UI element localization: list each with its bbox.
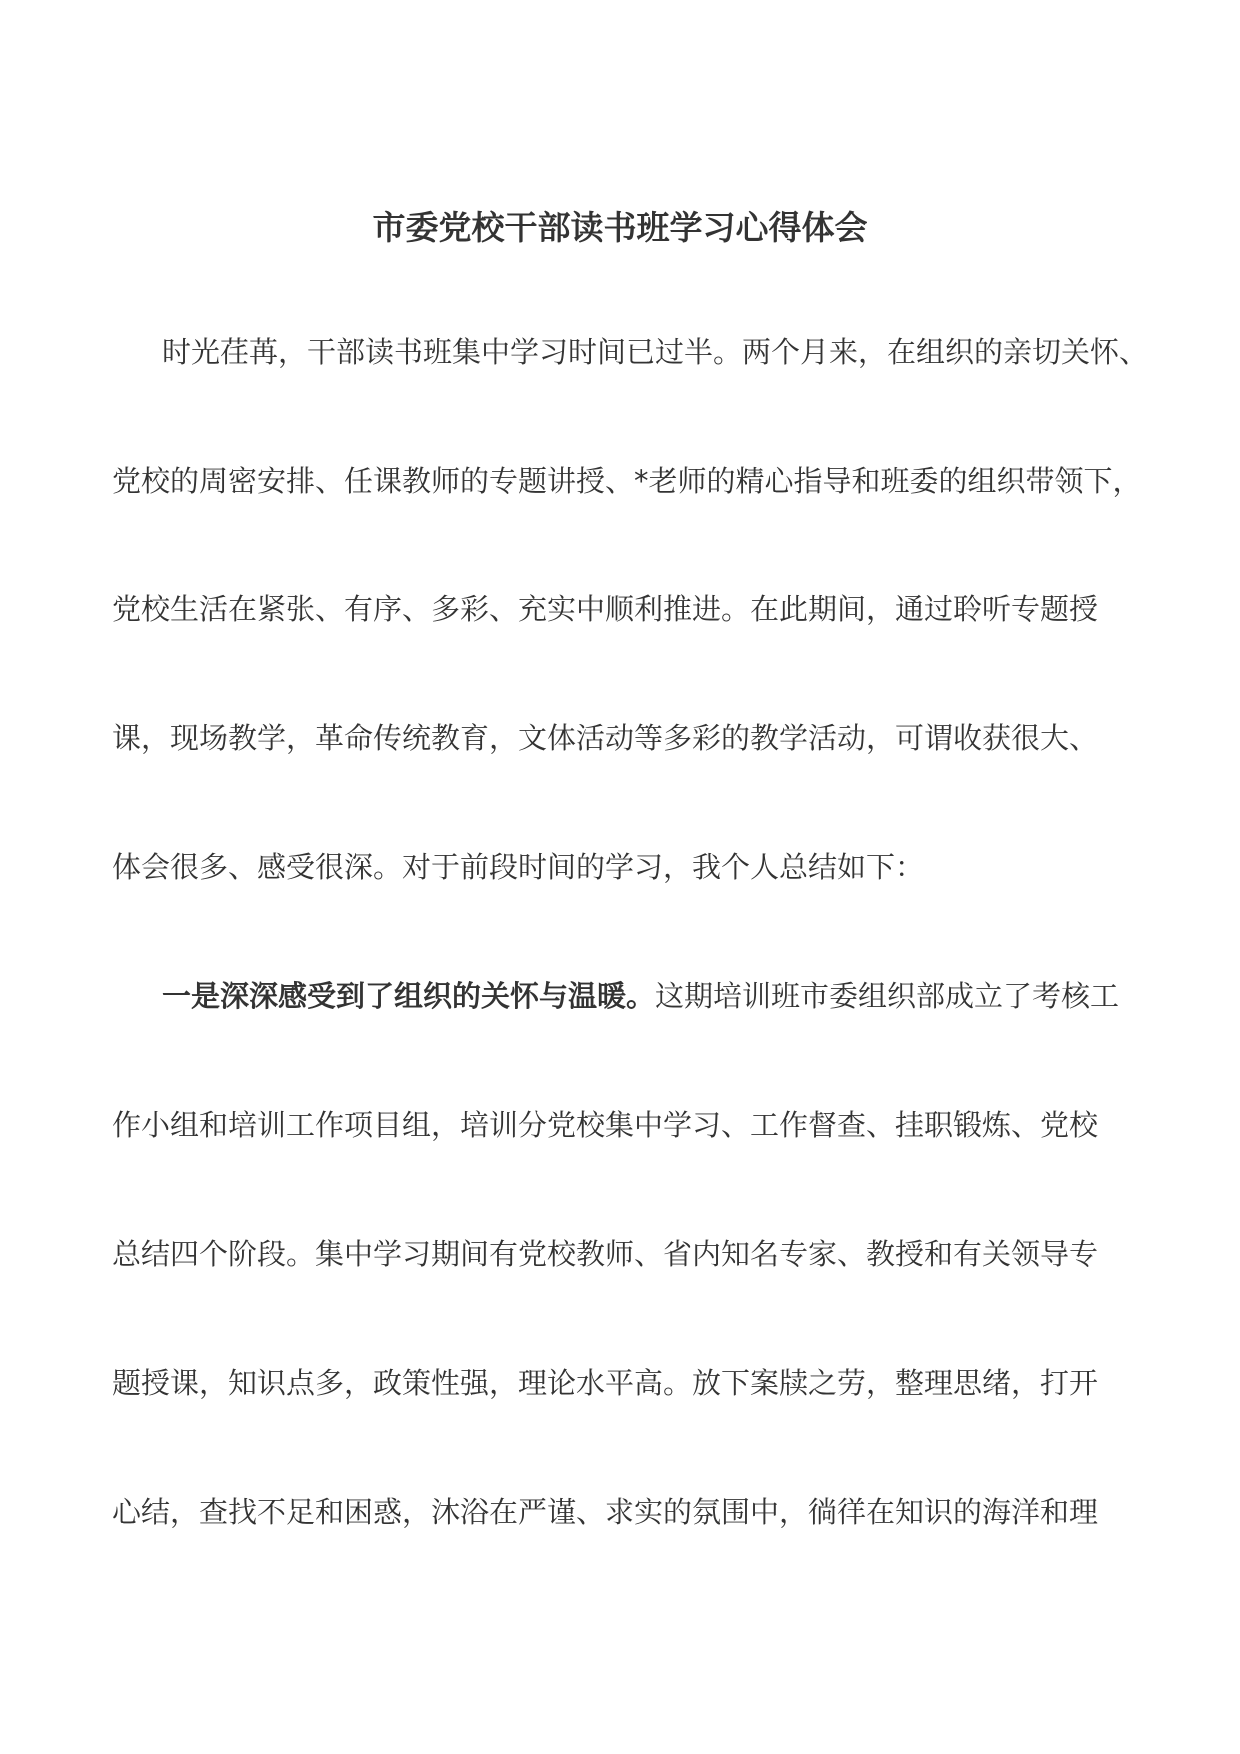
paragraph-1-line-4: 课，现场教学，革命传统教育，文体活动等多彩的教学活动，可谓收获很大、 bbox=[112, 721, 1099, 755]
paragraph-2-line-1 bbox=[162, 975, 1119, 1017]
paragraph-2-line-1-rest: 这期培训班市委组织部成立了考核工 bbox=[655, 979, 1120, 1013]
paragraph-1-line-2: 党校的周密安排、任课教师的专题讲授、*老师的精心指导和班委的组织带领下， bbox=[112, 464, 1142, 498]
paragraph-2-line-5: 心结，查找不足和困惑，沐浴在严谨、求实的氛围中，徜徉在知识的海洋和理 bbox=[112, 1495, 1099, 1529]
paragraph-1-line-5: 体会很多、感受很深。对于前段时间的学习，我个人总结如下： bbox=[112, 850, 925, 884]
paragraph-2-lead: 一是深深感受到了组织的关怀与温暖。 bbox=[162, 979, 656, 1013]
paragraph-2-line-3: 总结四个阶段。集中学习期间有党校教师、省内知名专家、教授和有关领导专 bbox=[112, 1237, 1099, 1271]
paragraph-2-line-2: 作小组和培训工作项目组，培训分党校集中学习、工作督查、挂职锻炼、党校 bbox=[112, 1108, 1099, 1142]
document-title: 市委党校干部读书班学习心得体会 bbox=[372, 208, 868, 247]
paragraph-2-line-4: 题授课，知识点多，政策性强，理论水平高。放下案牍之劳，整理思绪，打开 bbox=[112, 1366, 1099, 1400]
paragraph-1-line-3: 党校生活在紧张、有序、多彩、充实中顺利推进。在此期间，通过聆听专题授 bbox=[112, 592, 1099, 626]
paragraph-1-line-1: 时光荏苒，干部读书班集中学习时间已过半。两个月来，在组织的亲切关怀、 bbox=[162, 335, 1149, 369]
